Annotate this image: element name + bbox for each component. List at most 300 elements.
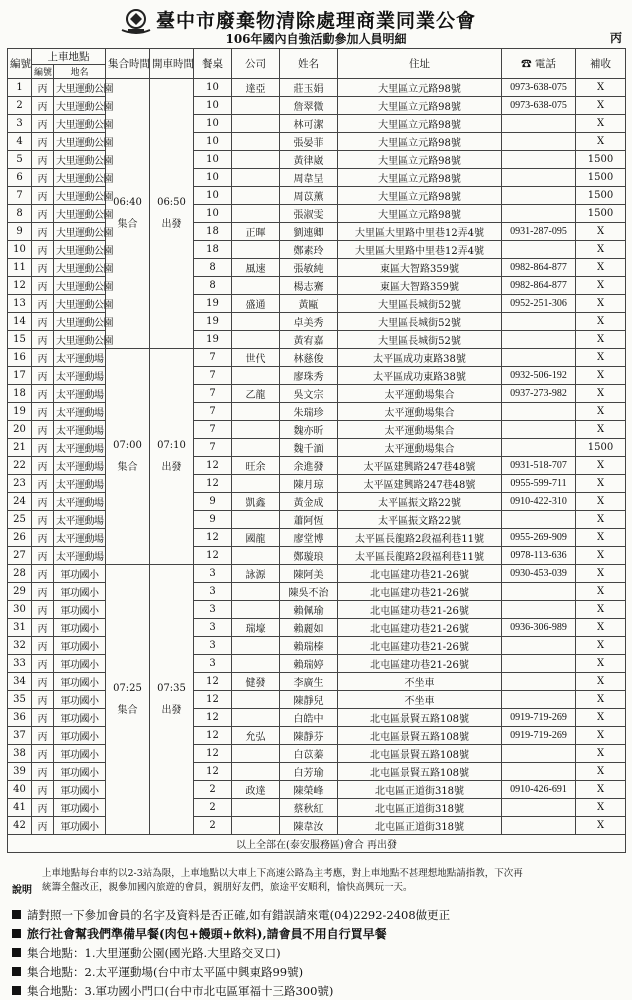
table-row (8, 205, 626, 223)
row-name: 余進發 (280, 457, 338, 475)
table-row (8, 79, 626, 97)
row-phone (502, 637, 576, 655)
row-address: 大里區立元路98號 (338, 133, 502, 151)
row-number: 32 (8, 637, 32, 655)
row-bus-code: 丙 (32, 727, 54, 745)
row-company (232, 313, 280, 331)
row-company: 乙龍 (232, 385, 280, 403)
row-pickup-place: 軍功國小 (54, 619, 106, 637)
participant-table (7, 48, 626, 853)
row-meal-table: 2 (194, 817, 232, 835)
row-company (232, 187, 280, 205)
row-subsidy: X (576, 223, 626, 241)
row-phone (502, 187, 576, 205)
row-pickup-place: 軍功國小 (54, 709, 106, 727)
table-row (8, 115, 626, 133)
row-subsidy: X (576, 745, 626, 763)
row-name: 蕭阿恆 (280, 511, 338, 529)
table-row (8, 547, 626, 565)
row-meal-table: 9 (194, 511, 232, 529)
table-row (8, 385, 626, 403)
row-phone (502, 817, 576, 835)
table-row (8, 421, 626, 439)
row-phone (502, 151, 576, 169)
row-subsidy: X (576, 385, 626, 403)
row-pickup-place: 軍功國小 (54, 799, 106, 817)
row-number: 8 (8, 205, 32, 223)
row-address: 太平運動場集合 (338, 385, 502, 403)
row-address: 大里區大里路中里巷12弄4號 (338, 241, 502, 259)
row-phone: 0932-506-192 (502, 367, 576, 385)
row-phone: 0973-638-075 (502, 97, 576, 115)
row-meal-table: 10 (194, 133, 232, 151)
row-number: 12 (8, 277, 32, 295)
row-name: 黃律崴 (280, 151, 338, 169)
row-subsidy: X (576, 295, 626, 313)
row-company (232, 439, 280, 457)
row-bus-code: 丙 (32, 709, 54, 727)
row-bus-code: 丙 (32, 673, 54, 691)
row-name: 莊玉娟 (280, 79, 338, 97)
row-phone (502, 115, 576, 133)
row-address: 北屯區正道街318號 (338, 781, 502, 799)
row-pickup-place: 大里運動公園 (54, 241, 106, 259)
row-subsidy: X (576, 673, 626, 691)
row-number: 39 (8, 763, 32, 781)
row-meal-table: 3 (194, 601, 232, 619)
row-meal-table: 12 (194, 673, 232, 691)
row-number: 22 (8, 457, 32, 475)
row-number: 23 (8, 475, 32, 493)
row-subsidy: X (576, 565, 626, 583)
row-subsidy: 1500 (576, 439, 626, 457)
row-bus-code: 丙 (32, 583, 54, 601)
row-address: 大里區立元路98號 (338, 79, 502, 97)
row-pickup-place: 太平運動場 (54, 493, 106, 511)
row-company: 健發 (232, 673, 280, 691)
gather-time-cell: 07:25 集合 (106, 565, 150, 835)
row-pickup-place: 軍功國小 (54, 637, 106, 655)
row-address: 北屯區正道街318號 (338, 799, 502, 817)
notes-explanation (42, 867, 622, 895)
notes-label: 說明 (12, 885, 32, 896)
row-company: 旺余 (232, 457, 280, 475)
row-subsidy: X (576, 601, 626, 619)
row-number: 14 (8, 313, 32, 331)
row-name: 白苡蓁 (280, 745, 338, 763)
row-subsidy: X (576, 583, 626, 601)
row-meal-table: 7 (194, 421, 232, 439)
row-pickup-place: 軍功國小 (54, 781, 106, 799)
row-bus-code: 丙 (32, 475, 54, 493)
row-name: 陳榮峰 (280, 781, 338, 799)
row-pickup-place: 大里運動公園 (54, 223, 106, 241)
note-meeting-point-2-text: 集合地點：2.太平運動場(台中市太平區中興東路99號) (27, 965, 304, 979)
row-subsidy: X (576, 817, 626, 835)
table-body (8, 79, 626, 853)
row-phone (502, 673, 576, 691)
row-meal-table: 8 (194, 259, 232, 277)
row-bus-code: 丙 (32, 403, 54, 421)
row-number: 15 (8, 331, 32, 349)
note-breakfast (12, 925, 387, 942)
row-meal-table: 12 (194, 727, 232, 745)
row-number: 16 (8, 349, 32, 367)
row-address: 大里區立元路98號 (338, 187, 502, 205)
row-subsidy: X (576, 277, 626, 295)
row-address: 東區大智路359號 (338, 259, 502, 277)
row-name: 林可潔 (280, 115, 338, 133)
row-company (232, 403, 280, 421)
row-company (232, 637, 280, 655)
table-row (8, 403, 626, 421)
col-bus-code: 編號 (32, 65, 54, 79)
row-address: 大里區長城街52號 (338, 313, 502, 331)
row-company: 凱鑫 (232, 493, 280, 511)
table-row (8, 331, 626, 349)
row-bus-code: 丙 (32, 79, 54, 97)
bus-group-mark: 丙 (609, 31, 622, 45)
row-phone (502, 331, 576, 349)
row-pickup-place: 大里運動公園 (54, 295, 106, 313)
row-name: 周韋呈 (280, 169, 338, 187)
row-meal-table: 7 (194, 385, 232, 403)
row-company: 國龍 (232, 529, 280, 547)
row-bus-code: 丙 (32, 421, 54, 439)
row-meal-table: 12 (194, 475, 232, 493)
table-row (8, 133, 626, 151)
table-row (8, 349, 626, 367)
row-bus-code: 丙 (32, 691, 54, 709)
row-subsidy: X (576, 493, 626, 511)
row-number: 21 (8, 439, 32, 457)
row-meal-table: 12 (194, 457, 232, 475)
row-phone (502, 403, 576, 421)
row-phone: 0973-638-075 (502, 79, 576, 97)
table-row (8, 475, 626, 493)
row-subsidy: X (576, 781, 626, 799)
row-company (232, 115, 280, 133)
table-row (8, 511, 626, 529)
page-subtitle: 106年國內自強活動參加人員明細 (225, 32, 407, 46)
note-meeting-point-3-text: 集合地點：3.軍功國小門口(台中市北屯區軍福十三路300號) (27, 984, 334, 998)
row-phone (502, 133, 576, 151)
row-pickup-place: 軍功國小 (54, 817, 106, 835)
row-number: 27 (8, 547, 32, 565)
note-meeting-point-2 (12, 964, 303, 980)
row-pickup-place: 軍功國小 (54, 763, 106, 781)
row-subsidy: X (576, 547, 626, 565)
row-pickup-place: 太平運動場 (54, 457, 106, 475)
row-pickup-place: 軍功國小 (54, 673, 106, 691)
row-subsidy: X (576, 709, 626, 727)
table-row (8, 277, 626, 295)
square-bullet-icon (12, 967, 21, 976)
row-company (232, 583, 280, 601)
row-name: 賴佩瑜 (280, 601, 338, 619)
row-subsidy: X (576, 115, 626, 133)
row-company: 風速 (232, 259, 280, 277)
row-number: 29 (8, 583, 32, 601)
row-phone (502, 583, 576, 601)
row-company: 達亞 (232, 79, 280, 97)
row-address: 太平區振文路22號 (338, 511, 502, 529)
row-number: 5 (8, 151, 32, 169)
row-phone (502, 601, 576, 619)
col-no: 編號 (8, 49, 32, 79)
row-pickup-place: 太平運動場 (54, 439, 106, 457)
row-company (232, 97, 280, 115)
row-meal-table: 10 (194, 79, 232, 97)
col-pickup: 上車地點 (32, 49, 106, 65)
row-bus-code: 丙 (32, 781, 54, 799)
row-address: 太平運動場集合 (338, 439, 502, 457)
row-subsidy: X (576, 691, 626, 709)
table-row (8, 259, 626, 277)
note-meeting-point-1-text: 集合地點：1.大里運動公園(國光路.大里路交叉口) (27, 946, 281, 960)
row-company (232, 691, 280, 709)
row-subsidy: X (576, 655, 626, 673)
row-number: 2 (8, 97, 32, 115)
row-bus-code: 丙 (32, 277, 54, 295)
row-phone: 0936-306-989 (502, 619, 576, 637)
row-address: 北屯區景賢五路108號 (338, 763, 502, 781)
row-number: 13 (8, 295, 32, 313)
row-pickup-place: 大里運動公園 (54, 313, 106, 331)
row-number: 41 (8, 799, 32, 817)
row-company (232, 745, 280, 763)
table-row (8, 601, 626, 619)
row-address: 北屯區建功巷21-26號 (338, 565, 502, 583)
row-name: 魏亦昕 (280, 421, 338, 439)
row-phone: 0919-719-269 (502, 709, 576, 727)
row-address: 不坐車 (338, 673, 502, 691)
table-row (8, 709, 626, 727)
row-subsidy: X (576, 511, 626, 529)
row-name: 鄭素玲 (280, 241, 338, 259)
row-bus-code: 丙 (32, 241, 54, 259)
row-pickup-place: 軍功國小 (54, 565, 106, 583)
square-bullet-icon (12, 910, 21, 919)
row-subsidy: X (576, 259, 626, 277)
row-meal-table: 18 (194, 223, 232, 241)
row-bus-code: 丙 (32, 439, 54, 457)
table-row (8, 97, 626, 115)
row-address: 太平區長龍路2段福利巷11號 (338, 529, 502, 547)
row-name: 張淑雯 (280, 205, 338, 223)
row-pickup-place: 軍功國小 (54, 583, 106, 601)
row-pickup-place: 太平運動場 (54, 349, 106, 367)
row-number: 42 (8, 817, 32, 835)
row-company: 世代 (232, 349, 280, 367)
row-subsidy: X (576, 637, 626, 655)
row-subsidy: X (576, 133, 626, 151)
row-name: 蔡秋紅 (280, 799, 338, 817)
row-phone: 0930-453-039 (502, 565, 576, 583)
row-meal-table: 3 (194, 619, 232, 637)
row-meal-table: 12 (194, 529, 232, 547)
row-name: 吳文宗 (280, 385, 338, 403)
note-breakfast-text: 旅行社會幫我們準備早餐(肉包+饅頭+飲料),請會員不用自行買早餐 (27, 927, 387, 941)
table-row (8, 583, 626, 601)
row-subsidy: X (576, 475, 626, 493)
row-meal-table: 3 (194, 565, 232, 583)
row-number: 34 (8, 673, 32, 691)
row-pickup-place: 大里運動公園 (54, 79, 106, 97)
row-name: 朱瑞珍 (280, 403, 338, 421)
col-phone-label: 電話 (534, 58, 556, 70)
row-bus-code: 丙 (32, 745, 54, 763)
row-pickup-place: 大里運動公園 (54, 187, 106, 205)
row-pickup-place: 太平運動場 (54, 403, 106, 421)
row-bus-code: 丙 (32, 295, 54, 313)
row-number: 28 (8, 565, 32, 583)
row-company (232, 169, 280, 187)
row-meal-table: 8 (194, 277, 232, 295)
row-pickup-place: 太平運動場 (54, 385, 106, 403)
row-company (232, 421, 280, 439)
row-number: 37 (8, 727, 32, 745)
row-name: 林慈俊 (280, 349, 338, 367)
row-address: 北屯區建功巷21-26號 (338, 601, 502, 619)
row-number: 4 (8, 133, 32, 151)
row-phone (502, 763, 576, 781)
row-meal-table: 10 (194, 205, 232, 223)
row-pickup-place: 太平運動場 (54, 421, 106, 439)
row-meal-table: 12 (194, 547, 232, 565)
row-company (232, 331, 280, 349)
row-subsidy: X (576, 241, 626, 259)
row-phone: 0910-426-691 (502, 781, 576, 799)
row-meal-table: 9 (194, 493, 232, 511)
row-bus-code: 丙 (32, 169, 54, 187)
row-address: 北屯區建功巷21-26號 (338, 637, 502, 655)
row-number: 38 (8, 745, 32, 763)
col-subsidy: 補收 (576, 49, 626, 79)
row-company (232, 799, 280, 817)
row-number: 1 (8, 79, 32, 97)
row-phone: 0952-251-306 (502, 295, 576, 313)
square-bullet-icon (12, 986, 21, 995)
row-name: 陳吳不治 (280, 583, 338, 601)
row-subsidy: 1500 (576, 151, 626, 169)
row-pickup-place: 軍功國小 (54, 601, 106, 619)
table-row (8, 493, 626, 511)
table-row (8, 367, 626, 385)
note-verify (12, 907, 450, 923)
row-bus-code: 丙 (32, 187, 54, 205)
page-title: 臺中市廢棄物清除處理商業同業公會 (155, 10, 476, 32)
row-company (232, 655, 280, 673)
row-phone: 0978-113-636 (502, 547, 576, 565)
row-meal-table: 10 (194, 151, 232, 169)
row-phone: 0931-287-095 (502, 223, 576, 241)
row-meal-table: 12 (194, 763, 232, 781)
row-meal-table: 12 (194, 709, 232, 727)
row-subsidy: X (576, 313, 626, 331)
row-address: 北屯區景賢五路108號 (338, 745, 502, 763)
row-bus-code: 丙 (32, 259, 54, 277)
table-row (8, 169, 626, 187)
row-pickup-place: 太平運動場 (54, 547, 106, 565)
row-subsidy: X (576, 457, 626, 475)
document-header (0, 0, 632, 46)
table-header-row (8, 49, 626, 65)
row-bus-code: 丙 (32, 529, 54, 547)
table-row (8, 727, 626, 745)
row-name: 陳韋汝 (280, 817, 338, 835)
row-address: 太平區長龍路2段福利巷11號 (338, 547, 502, 565)
row-meal-table: 7 (194, 349, 232, 367)
row-number: 35 (8, 691, 32, 709)
row-name: 賴麗如 (280, 619, 338, 637)
row-name: 黃宥嘉 (280, 331, 338, 349)
row-number: 11 (8, 259, 32, 277)
row-pickup-place: 太平運動場 (54, 367, 106, 385)
row-phone (502, 511, 576, 529)
row-company: 詠源 (232, 565, 280, 583)
row-address: 北屯區景賢五路108號 (338, 709, 502, 727)
row-address: 大里區長城街52號 (338, 295, 502, 313)
row-subsidy: X (576, 727, 626, 745)
row-number: 30 (8, 601, 32, 619)
row-number: 17 (8, 367, 32, 385)
row-address: 太平運動場集合 (338, 421, 502, 439)
row-address: 大里區立元路98號 (338, 151, 502, 169)
row-subsidy: X (576, 529, 626, 547)
row-company: 盛通 (232, 295, 280, 313)
explanation-line-2: 統籌全盤改正，親參加國內旅遊的會員，親朋好友們，旅途平安順利，愉快高興玩一天。 (42, 882, 413, 893)
row-address: 太平運動場集合 (338, 403, 502, 421)
row-address: 北屯區景賢五路108號 (338, 727, 502, 745)
col-company: 公司 (232, 49, 280, 79)
row-address: 大里區立元路98號 (338, 115, 502, 133)
row-bus-code: 丙 (32, 115, 54, 133)
row-subsidy: X (576, 619, 626, 637)
row-name: 賴瑞婷 (280, 655, 338, 673)
row-bus-code: 丙 (32, 565, 54, 583)
footnote-row (8, 835, 626, 853)
row-number: 10 (8, 241, 32, 259)
row-name: 劉連卿 (280, 223, 338, 241)
row-name: 黃金成 (280, 493, 338, 511)
row-subsidy: 1500 (576, 187, 626, 205)
row-number: 6 (8, 169, 32, 187)
row-phone (502, 745, 576, 763)
gather-time-cell: 06:40 集合 (106, 79, 150, 349)
depart-time-cell: 07:10 出發 (150, 349, 194, 565)
row-phone: 0982-864-877 (502, 259, 576, 277)
footnote: 以上全部在(泰安服務區)會合 再出發 (8, 835, 626, 853)
table-row (8, 745, 626, 763)
row-company (232, 763, 280, 781)
row-pickup-place: 大里運動公園 (54, 97, 106, 115)
row-bus-code: 丙 (32, 547, 54, 565)
row-meal-table: 12 (194, 691, 232, 709)
row-address: 大里區立元路98號 (338, 205, 502, 223)
row-name: 白芳瑜 (280, 763, 338, 781)
table-row (8, 799, 626, 817)
table-row (8, 763, 626, 781)
table-row (8, 295, 626, 313)
row-subsidy: X (576, 331, 626, 349)
depart-time-cell: 06:50 出發 (150, 79, 194, 349)
row-number: 24 (8, 493, 32, 511)
table-row (8, 151, 626, 169)
col-place: 地名 (54, 65, 106, 79)
row-subsidy: 1500 (576, 205, 626, 223)
row-phone (502, 691, 576, 709)
